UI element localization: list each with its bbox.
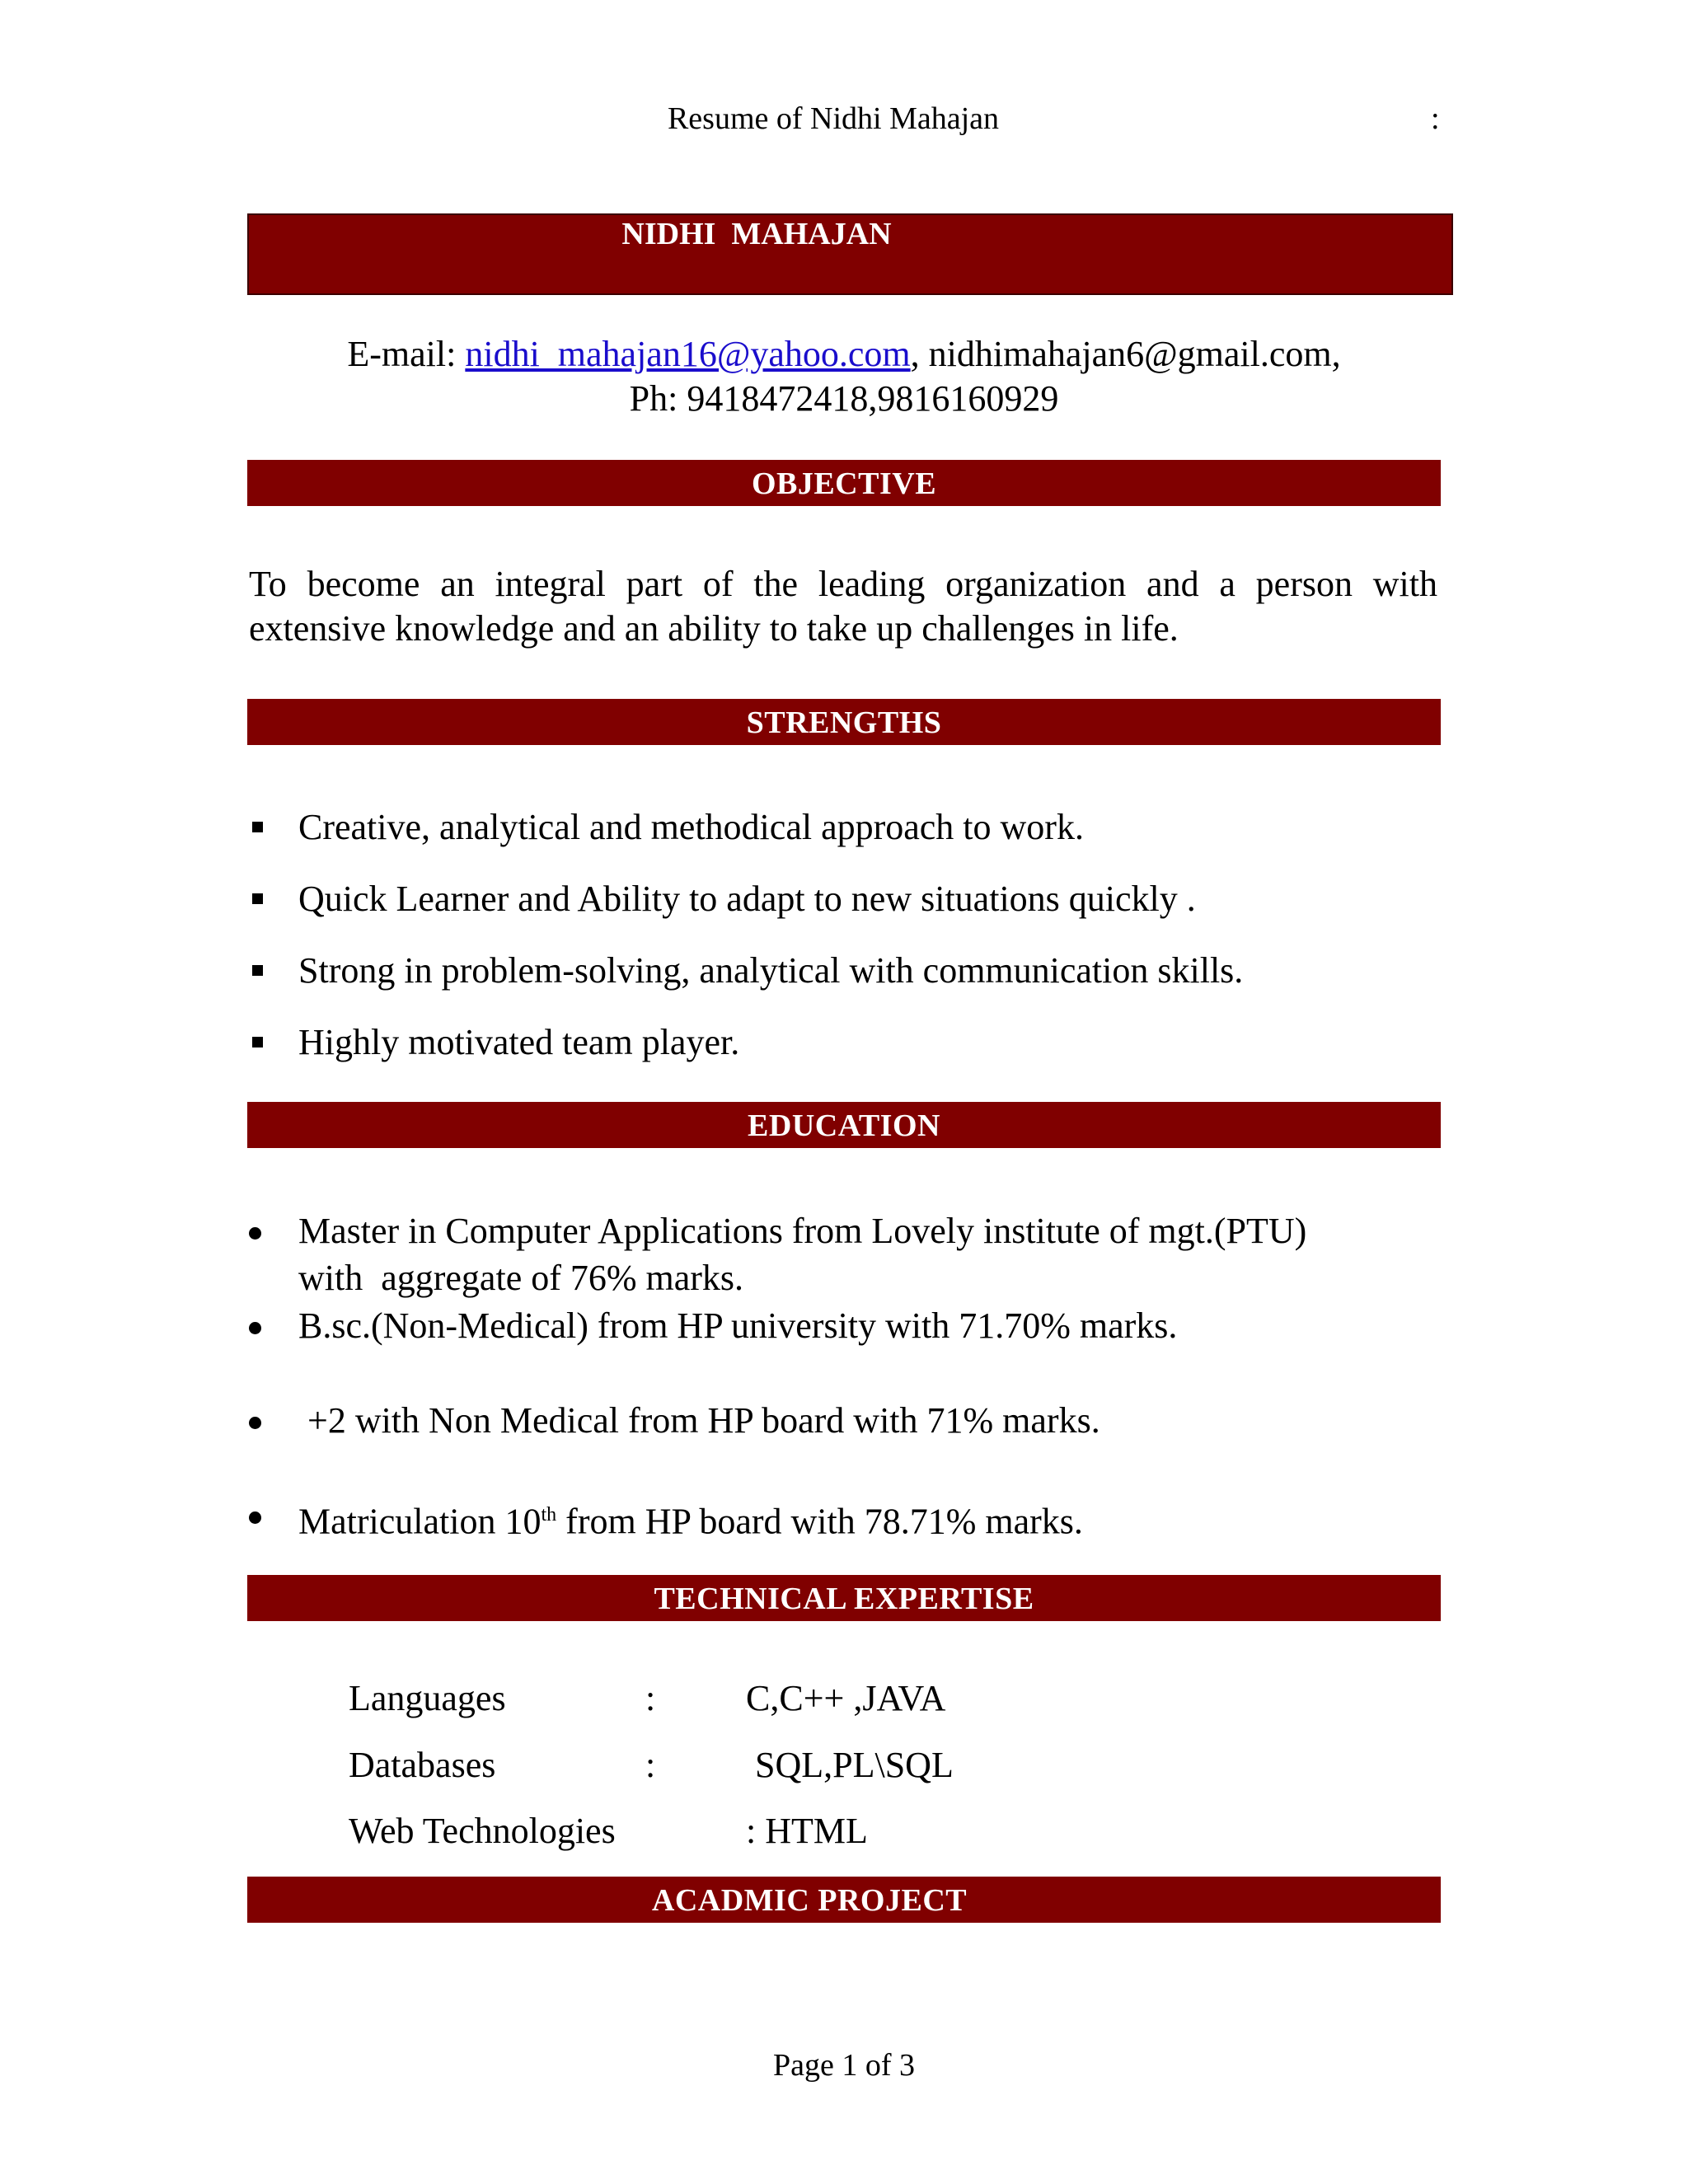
matric-text-rest: from HP board with 78.71% marks. xyxy=(556,1501,1083,1542)
education-mca-line1: Master in Computer Applications from Lovely institute of mgt.(PTU) xyxy=(298,1211,1307,1251)
tech-databases-separator: : xyxy=(645,1745,656,1785)
round-bullet-icon xyxy=(249,1417,261,1429)
round-bullet-icon xyxy=(249,1322,261,1334)
tech-databases-value: SQL,PL\SQL xyxy=(746,1745,954,1785)
matric-text: Matriculation 10 xyxy=(298,1501,542,1542)
education-item-plus-two: +2 with Non Medical from HP board with 71% marks. xyxy=(298,1400,1100,1441)
round-bullet-icon xyxy=(249,1511,261,1524)
tech-languages-value: C,C++ ,JAVA xyxy=(746,1678,946,1718)
page-footer: Page 1 of 3 xyxy=(772,2048,916,2083)
tech-web-label: Web Technologies xyxy=(349,1811,616,1851)
section-technical-expertise: TECHNICAL EXPERTISE xyxy=(247,1575,1441,1621)
email-secondary: , nidhimahajan6@gmail.com, xyxy=(910,334,1341,374)
strength-item: Highly motivated team player. xyxy=(298,1022,740,1062)
matric-superscript: th xyxy=(541,1504,557,1526)
page-header-colon: : xyxy=(1431,101,1440,136)
candidate-name: NIDHI MAHAJAN xyxy=(621,217,892,251)
square-bullet-icon xyxy=(252,965,263,976)
tech-web-value: : HTML xyxy=(746,1811,868,1851)
education-item-bsc: B.sc.(Non-Medical) from HP university with 71.70% marks. xyxy=(298,1305,1178,1346)
square-bullet-icon xyxy=(252,822,263,832)
email-label: E-mail: xyxy=(347,334,466,374)
education-mca-line2: with aggregate of 76% marks. xyxy=(298,1258,744,1298)
strength-item: Creative, analytical and methodical approach to work. xyxy=(298,807,1084,847)
email-link[interactable]: nidhi_mahajan16@yahoo.com xyxy=(465,334,911,374)
objective-text: To become an integral part of the leading organization and a person with extensive knowledge and an ability to take up challenges in life. xyxy=(249,564,1437,649)
section-academic-project: ACADMIC PROJECT xyxy=(247,1877,1441,1923)
square-bullet-icon xyxy=(252,893,263,904)
strength-item: Strong in problem-solving, analytical with communication skills. xyxy=(298,950,1244,991)
phone-line: Ph: 9418472418,9816160929 xyxy=(629,378,1059,419)
tech-databases-label: Databases xyxy=(349,1745,496,1785)
section-objective: OBJECTIVE xyxy=(247,460,1441,506)
square-bullet-icon xyxy=(252,1037,263,1047)
round-bullet-icon xyxy=(249,1227,261,1240)
tech-languages-separator: : xyxy=(645,1678,656,1718)
tech-languages-label: Languages xyxy=(349,1678,506,1718)
education-item-matric xyxy=(298,1492,1083,1545)
page-header-title: Resume of Nidhi Mahajan xyxy=(667,101,1000,136)
strength-item: Quick Learner and Ability to adapt to new situations quickly . xyxy=(298,879,1196,919)
section-strengths: STRENGTHS xyxy=(247,699,1441,745)
section-education: EDUCATION xyxy=(247,1102,1441,1148)
education-item-mca xyxy=(298,1207,1306,1301)
email-line xyxy=(0,333,1688,375)
